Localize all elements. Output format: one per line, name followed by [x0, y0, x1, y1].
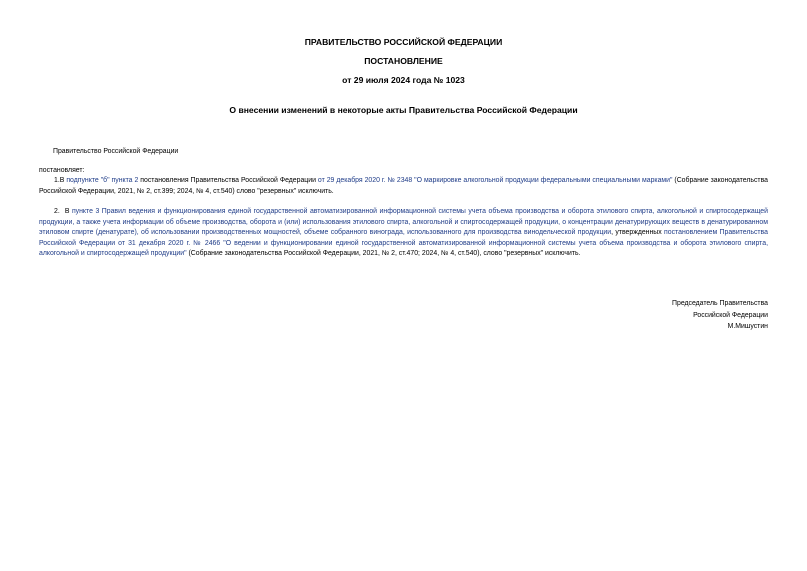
paragraph-1-link-decree[interactable]: от 29 декабря 2020 г. № 2348 "О маркировке алкогольной продукции федеральными специальными марками": [317, 177, 673, 184]
decides-label: постановляет:: [39, 167, 85, 174]
paragraph-2-text: В: [64, 208, 72, 215]
paragraph-2: [39, 207, 768, 260]
signature-block: [672, 298, 768, 333]
paragraph-1: [39, 176, 768, 197]
signatory-position-cont: Российской Федерации: [693, 311, 768, 319]
paragraph-2-number: 2.: [54, 208, 60, 215]
document-type-heading: ПОСТАНОВЛЕНИЕ: [364, 56, 443, 66]
signatory-position: Председатель Правительства: [672, 300, 768, 307]
paragraph-1-link-subclause[interactable]: подпункте "б" пункта 2: [66, 177, 139, 184]
document-title: О внесении изменений в некоторые акты Правительства Российской Федерации: [229, 105, 578, 115]
paragraph-2-link-decree[interactable]: постановлением Правительства Российской Федерации от 31 декабря 2020 г. № 2466 "О ведении и функционировании единой государственной автоматизированной информационной системы учета объема производства и оборота этилового спирта, алкогольной и спиртосодержащей продукции": [39, 229, 768, 258]
paragraph-2-text: (Собрание законодательства Российской Федерации, 2021, № 2, ст.470; 2024, № 4, ст.540), слово "резервных" исключить.: [186, 250, 581, 258]
paragraph-1-text: В: [59, 177, 67, 184]
paragraph-1-text: постановления Правительства Российской Федерации: [138, 177, 318, 184]
government-label: Правительство Российской Федерации: [53, 148, 179, 155]
signatory-name: М.Мишустин: [727, 323, 768, 330]
paragraph-2-text: , утвержденных: [611, 229, 665, 237]
paragraph-1-number: 1.: [54, 177, 60, 184]
document-date-number: от 29 июля 2024 года № 1023: [342, 75, 465, 85]
paragraph-1-text: (Собрание законодательства Российской Федерации, 2021, № 2, ст.399; 2024, № 4, ст.540) слово "резервных" исключить.: [39, 177, 768, 195]
issuer-heading: ПРАВИТЕЛЬСТВО РОССИЙСКОЙ ФЕДЕРАЦИИ: [304, 37, 503, 47]
paragraph-2-link-rules[interactable]: пункте 3 Правил ведения и функционирования единой государственной автоматизированной информационной системы учета объема производства и оборота этилового спирта, алкогольной и спиртосодержащей продукции, а также учета информации об объеме производства, оборота и (или) использования этилового спирта, алкогольной и спиртосодержащей продукции, о концентрации денатурирующих веществ в денатурированном этиловом спирте (денатурате), об использовании производственных мощностей, объеме собранного винограда, использованного для производства винодельческой продукции: [39, 208, 768, 237]
